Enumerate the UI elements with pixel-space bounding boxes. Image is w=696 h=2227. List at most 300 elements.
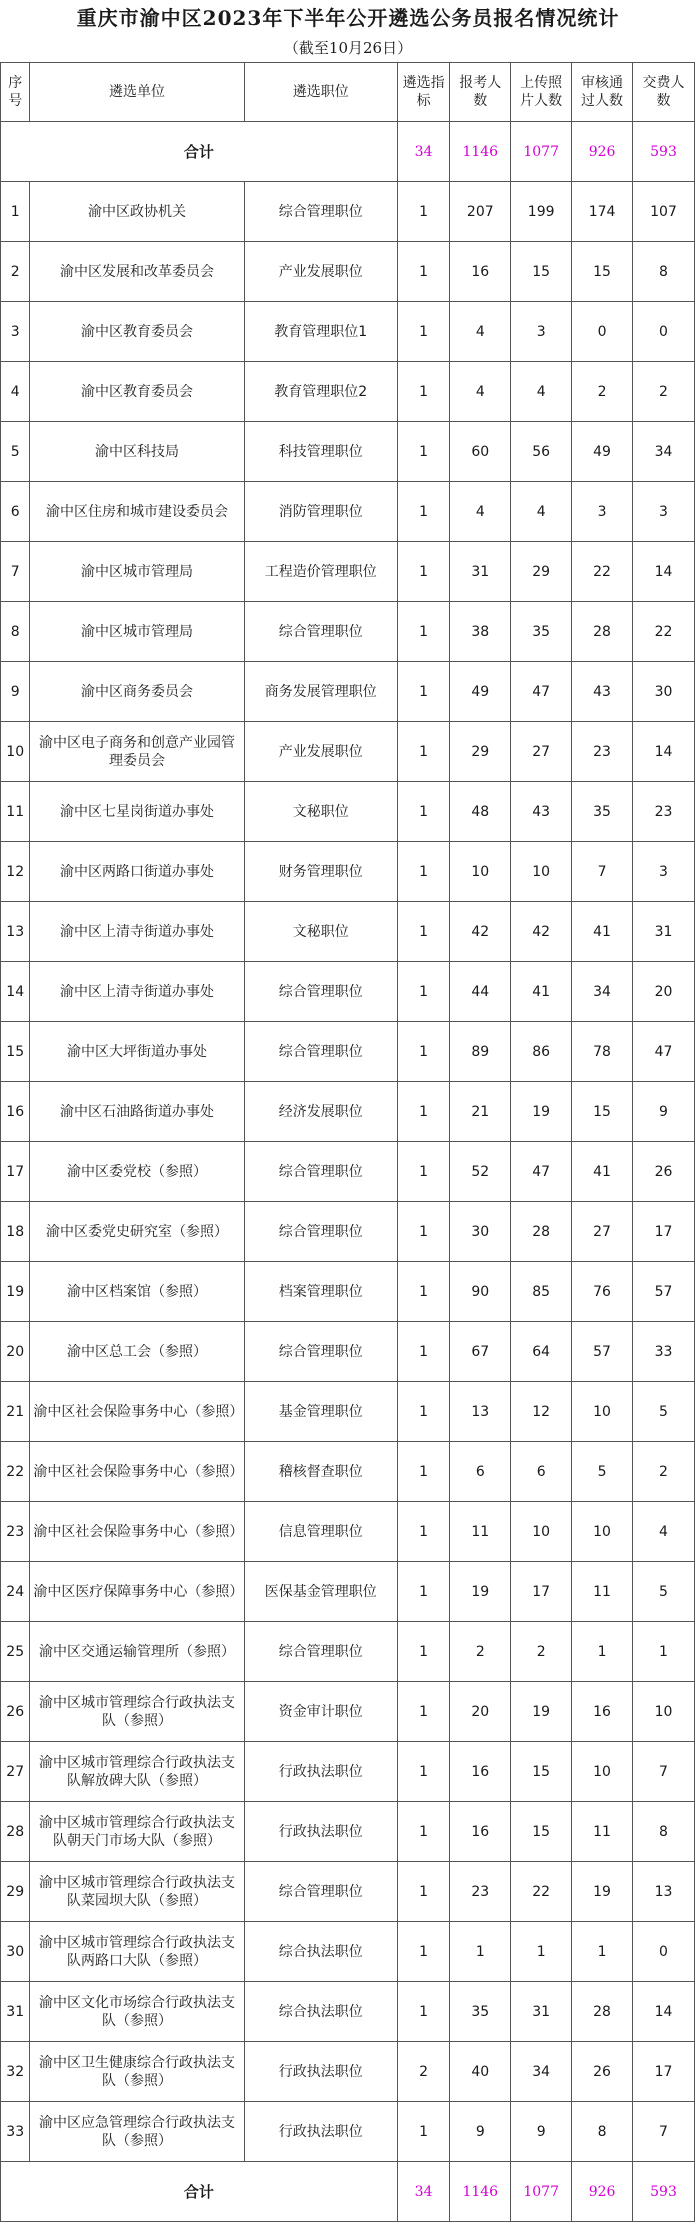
cell-pass: 28 (572, 602, 633, 662)
cell-unit: 渝中区总工会（参照） (30, 1322, 244, 1382)
table-row (1, 1982, 695, 2042)
cell-pass: 15 (572, 1082, 633, 1142)
cell-quota: 1 (397, 2102, 449, 2162)
table-row (1, 1082, 695, 1142)
cell-position: 综合管理职位 (244, 1622, 397, 1682)
cell-position: 商务发展管理职位 (244, 662, 397, 722)
cell-no: 28 (1, 1802, 30, 1862)
cell-apply: 11 (450, 1502, 511, 1562)
cell-quota: 1 (397, 1442, 449, 1502)
cell-paid: 0 (633, 302, 695, 362)
header-apply: 报考人数 (450, 63, 511, 122)
cell-apply: 48 (450, 782, 511, 842)
cell-paid: 1 (633, 1622, 695, 1682)
cell-quota: 1 (397, 1742, 449, 1802)
cell-photo: 15 (511, 1742, 572, 1802)
cell-pass: 41 (572, 902, 633, 962)
cell-quota: 1 (397, 242, 449, 302)
total-paid: 593 (633, 122, 695, 182)
cell-no: 10 (1, 722, 30, 782)
cell-apply: 42 (450, 902, 511, 962)
cell-unit: 渝中区政协机关 (30, 182, 244, 242)
cell-photo: 47 (511, 1142, 572, 1202)
cell-apply: 2 (450, 1622, 511, 1682)
cell-unit: 渝中区两路口街道办事处 (30, 842, 244, 902)
cell-no: 30 (1, 1922, 30, 1982)
cell-unit: 渝中区商务委员会 (30, 662, 244, 722)
cell-apply: 10 (450, 842, 511, 902)
cell-pass: 1 (572, 1622, 633, 1682)
cell-unit: 渝中区上清寺街道办事处 (30, 962, 244, 1022)
header-position: 遴选职位 (244, 63, 397, 122)
cell-quota: 2 (397, 2042, 449, 2102)
table-row (1, 182, 695, 242)
cell-pass: 35 (572, 782, 633, 842)
cell-unit: 渝中区上清寺街道办事处 (30, 902, 244, 962)
cell-quota: 1 (397, 1862, 449, 1922)
cell-unit: 渝中区城市管理综合行政执法支队解放碑大队（参照） (30, 1742, 244, 1802)
cell-photo: 41 (511, 962, 572, 1022)
cell-paid: 20 (633, 962, 695, 1022)
cell-quota: 1 (397, 1022, 449, 1082)
cell-quota: 1 (397, 1082, 449, 1142)
cell-photo: 10 (511, 842, 572, 902)
cell-position: 文秘职位 (244, 782, 397, 842)
cell-unit: 渝中区应急管理综合行政执法支队（参照） (30, 2102, 244, 2162)
cell-pass: 3 (572, 482, 633, 542)
cell-paid: 10 (633, 1682, 695, 1742)
cell-no: 1 (1, 182, 30, 242)
cell-pass: 5 (572, 1442, 633, 1502)
table-row (1, 2042, 695, 2102)
cell-no: 2 (1, 242, 30, 302)
table-row (1, 1862, 695, 1922)
cell-paid: 13 (633, 1862, 695, 1922)
cell-paid: 5 (633, 1562, 695, 1622)
total-row-bottom (1, 2162, 695, 2222)
cell-apply: 6 (450, 1442, 511, 1502)
cell-quota: 1 (397, 1202, 449, 1262)
header-photo: 上传照片人数 (511, 63, 572, 122)
cell-apply: 52 (450, 1142, 511, 1202)
header-row (1, 63, 695, 122)
cell-apply: 4 (450, 362, 511, 422)
cell-no: 5 (1, 422, 30, 482)
table-row (1, 1682, 695, 1742)
cell-paid: 9 (633, 1082, 695, 1142)
cell-quota: 1 (397, 1562, 449, 1622)
cell-apply: 21 (450, 1082, 511, 1142)
cell-apply: 31 (450, 542, 511, 602)
cell-unit: 渝中区文化市场综合行政执法支队（参照） (30, 1982, 244, 2042)
cell-no: 21 (1, 1382, 30, 1442)
cell-position: 行政执法职位 (244, 1802, 397, 1862)
cell-unit: 渝中区交通运输管理所（参照） (30, 1622, 244, 1682)
table-row (1, 302, 695, 362)
cell-quota: 1 (397, 1802, 449, 1862)
cell-apply: 20 (450, 1682, 511, 1742)
cell-apply: 30 (450, 1202, 511, 1262)
header-unit: 遴选单位 (30, 63, 244, 122)
cell-no: 24 (1, 1562, 30, 1622)
cell-photo: 42 (511, 902, 572, 962)
cell-no: 17 (1, 1142, 30, 1202)
cell-position: 资金审计职位 (244, 1682, 397, 1742)
table-row (1, 662, 695, 722)
cell-unit: 渝中区城市管理综合行政执法支队（参照） (30, 1682, 244, 1742)
cell-photo: 85 (511, 1262, 572, 1322)
cell-no: 23 (1, 1502, 30, 1562)
total-pass: 926 (572, 122, 633, 182)
cell-quota: 1 (397, 482, 449, 542)
cell-no: 7 (1, 542, 30, 602)
cell-position: 教育管理职位1 (244, 302, 397, 362)
cell-photo: 17 (511, 1562, 572, 1622)
cell-photo: 4 (511, 362, 572, 422)
cell-position: 档案管理职位 (244, 1262, 397, 1322)
cell-position: 消防管理职位 (244, 482, 397, 542)
cell-unit: 渝中区医疗保障事务中心（参照） (30, 1562, 244, 1622)
cell-position: 行政执法职位 (244, 2042, 397, 2102)
cell-photo: 9 (511, 2102, 572, 2162)
table-row (1, 1922, 695, 1982)
table-row (1, 1262, 695, 1322)
cell-paid: 30 (633, 662, 695, 722)
cell-apply: 29 (450, 722, 511, 782)
cell-quota: 1 (397, 1502, 449, 1562)
cell-paid: 8 (633, 242, 695, 302)
header-paid: 交费人数 (633, 63, 695, 122)
registration-table (0, 62, 695, 2222)
cell-quota: 1 (397, 1382, 449, 1442)
table-row (1, 1142, 695, 1202)
cell-unit: 渝中区档案馆（参照） (30, 1262, 244, 1322)
cell-paid: 0 (633, 1922, 695, 1982)
cell-position: 文秘职位 (244, 902, 397, 962)
cell-photo: 15 (511, 242, 572, 302)
cell-no: 12 (1, 842, 30, 902)
cell-unit: 渝中区城市管理综合行政执法支队菜园坝大队（参照） (30, 1862, 244, 1922)
table-row (1, 602, 695, 662)
cell-unit: 渝中区教育委员会 (30, 362, 244, 422)
cell-pass: 0 (572, 302, 633, 362)
cell-photo: 2 (511, 1622, 572, 1682)
cell-apply: 16 (450, 242, 511, 302)
cell-no: 31 (1, 1982, 30, 2042)
cell-photo: 12 (511, 1382, 572, 1442)
cell-quota: 1 (397, 842, 449, 902)
cell-photo: 19 (511, 1682, 572, 1742)
cell-unit: 渝中区城市管理综合行政执法支队两路口大队（参照） (30, 1922, 244, 1982)
cell-no: 27 (1, 1742, 30, 1802)
cell-no: 11 (1, 782, 30, 842)
cell-pass: 15 (572, 242, 633, 302)
table-row (1, 422, 695, 482)
cell-unit: 渝中区石油路街道办事处 (30, 1082, 244, 1142)
table-row (1, 542, 695, 602)
cell-photo: 43 (511, 782, 572, 842)
cell-apply: 67 (450, 1322, 511, 1382)
cell-apply: 1 (450, 1922, 511, 1982)
cell-no: 9 (1, 662, 30, 722)
cell-position: 经济发展职位 (244, 1082, 397, 1142)
table-row (1, 1502, 695, 1562)
cell-quota: 1 (397, 602, 449, 662)
cell-pass: 11 (572, 1802, 633, 1862)
cell-pass: 41 (572, 1142, 633, 1202)
cell-photo: 31 (511, 1982, 572, 2042)
cell-pass: 16 (572, 1682, 633, 1742)
cell-no: 3 (1, 302, 30, 362)
cell-unit: 渝中区发展和改革委员会 (30, 242, 244, 302)
cell-photo: 86 (511, 1022, 572, 1082)
cell-no: 22 (1, 1442, 30, 1502)
cell-no: 16 (1, 1082, 30, 1142)
cell-position: 综合执法职位 (244, 1922, 397, 1982)
cell-unit: 渝中区社会保险事务中心（参照） (30, 1382, 244, 1442)
cell-unit: 渝中区教育委员会 (30, 302, 244, 362)
cell-position: 行政执法职位 (244, 2102, 397, 2162)
table-row (1, 1202, 695, 1262)
page-subtitle: （截至10月26日） (283, 38, 413, 57)
cell-paid: 33 (633, 1322, 695, 1382)
cell-apply: 89 (450, 1022, 511, 1082)
cell-apply: 38 (450, 602, 511, 662)
cell-quota: 1 (397, 1922, 449, 1982)
cell-no: 18 (1, 1202, 30, 1262)
cell-quota: 1 (397, 1622, 449, 1682)
cell-position: 综合管理职位 (244, 1862, 397, 1922)
cell-unit: 渝中区科技局 (30, 422, 244, 482)
total-quota: 34 (397, 122, 449, 182)
cell-photo: 56 (511, 422, 572, 482)
cell-pass: 11 (572, 1562, 633, 1622)
cell-unit: 渝中区委党校（参照） (30, 1142, 244, 1202)
cell-quota: 1 (397, 662, 449, 722)
cell-pass: 49 (572, 422, 633, 482)
cell-paid: 17 (633, 1202, 695, 1262)
cell-position: 综合执法职位 (244, 1982, 397, 2042)
cell-unit: 渝中区社会保险事务中心（参照） (30, 1502, 244, 1562)
cell-paid: 2 (633, 362, 695, 422)
cell-no: 13 (1, 902, 30, 962)
table-row (1, 902, 695, 962)
cell-paid: 3 (633, 482, 695, 542)
total-apply: 1146 (450, 2162, 511, 2222)
cell-paid: 8 (633, 1802, 695, 1862)
cell-apply: 207 (450, 182, 511, 242)
cell-quota: 1 (397, 542, 449, 602)
cell-paid: 7 (633, 2102, 695, 2162)
cell-unit: 渝中区社会保险事务中心（参照） (30, 1442, 244, 1502)
cell-position: 医保基金管理职位 (244, 1562, 397, 1622)
cell-unit: 渝中区住房和城市建设委员会 (30, 482, 244, 542)
cell-no: 33 (1, 2102, 30, 2162)
table-row (1, 1322, 695, 1382)
header-quota: 遴选指标 (397, 63, 449, 122)
cell-position: 综合管理职位 (244, 1022, 397, 1082)
cell-pass: 174 (572, 182, 633, 242)
table-row (1, 962, 695, 1022)
cell-position: 综合管理职位 (244, 182, 397, 242)
cell-paid: 14 (633, 1982, 695, 2042)
cell-apply: 9 (450, 2102, 511, 2162)
cell-pass: 19 (572, 1862, 633, 1922)
table-row (1, 1442, 695, 1502)
table-row (1, 782, 695, 842)
total-paid: 593 (633, 2162, 695, 2222)
cell-position: 科技管理职位 (244, 422, 397, 482)
cell-pass: 43 (572, 662, 633, 722)
cell-unit: 渝中区城市管理局 (30, 542, 244, 602)
total-photo: 1077 (511, 2162, 572, 2222)
cell-apply: 19 (450, 1562, 511, 1622)
table-row (1, 1742, 695, 1802)
cell-apply: 40 (450, 2042, 511, 2102)
cell-quota: 1 (397, 722, 449, 782)
table-row (1, 1622, 695, 1682)
cell-apply: 35 (450, 1982, 511, 2042)
table-row (1, 2102, 695, 2162)
cell-paid: 14 (633, 722, 695, 782)
cell-quota: 1 (397, 1982, 449, 2042)
cell-position: 综合管理职位 (244, 962, 397, 1022)
cell-photo: 35 (511, 602, 572, 662)
cell-quota: 1 (397, 182, 449, 242)
cell-quota: 1 (397, 422, 449, 482)
cell-position: 工程造价管理职位 (244, 542, 397, 602)
cell-position: 信息管理职位 (244, 1502, 397, 1562)
table-row (1, 1802, 695, 1862)
cell-paid: 26 (633, 1142, 695, 1202)
cell-pass: 1 (572, 1922, 633, 1982)
table-row (1, 362, 695, 422)
cell-photo: 34 (511, 2042, 572, 2102)
cell-photo: 6 (511, 1442, 572, 1502)
cell-apply: 60 (450, 422, 511, 482)
cell-pass: 76 (572, 1262, 633, 1322)
cell-pass: 22 (572, 542, 633, 602)
table-row (1, 1562, 695, 1622)
cell-paid: 57 (633, 1262, 695, 1322)
cell-apply: 13 (450, 1382, 511, 1442)
cell-unit: 渝中区七星岗街道办事处 (30, 782, 244, 842)
cell-photo: 29 (511, 542, 572, 602)
cell-position: 综合管理职位 (244, 1322, 397, 1382)
cell-pass: 23 (572, 722, 633, 782)
cell-unit: 渝中区城市管理综合行政执法支队朝天门市场大队（参照） (30, 1802, 244, 1862)
cell-apply: 90 (450, 1262, 511, 1322)
cell-paid: 4 (633, 1502, 695, 1562)
total-label: 合计 (1, 2162, 398, 2222)
cell-photo: 15 (511, 1802, 572, 1862)
cell-quota: 1 (397, 782, 449, 842)
cell-apply: 16 (450, 1802, 511, 1862)
cell-paid: 7 (633, 1742, 695, 1802)
cell-unit: 渝中区卫生健康综合行政执法支队（参照） (30, 2042, 244, 2102)
cell-pass: 34 (572, 962, 633, 1022)
cell-quota: 1 (397, 962, 449, 1022)
cell-paid: 5 (633, 1382, 695, 1442)
cell-pass: 26 (572, 2042, 633, 2102)
cell-pass: 2 (572, 362, 633, 422)
cell-pass: 10 (572, 1742, 633, 1802)
cell-apply: 16 (450, 1742, 511, 1802)
cell-no: 26 (1, 1682, 30, 1742)
cell-photo: 3 (511, 302, 572, 362)
cell-pass: 10 (572, 1382, 633, 1442)
cell-pass: 57 (572, 1322, 633, 1382)
total-photo: 1077 (511, 122, 572, 182)
cell-photo: 10 (511, 1502, 572, 1562)
cell-paid: 3 (633, 842, 695, 902)
cell-photo: 22 (511, 1862, 572, 1922)
header-no: 序号 (1, 63, 30, 122)
cell-no: 29 (1, 1862, 30, 1922)
cell-position: 综合管理职位 (244, 1202, 397, 1262)
cell-photo: 64 (511, 1322, 572, 1382)
cell-unit: 渝中区城市管理局 (30, 602, 244, 662)
cell-position: 产业发展职位 (244, 242, 397, 302)
table-row (1, 1382, 695, 1442)
cell-paid: 47 (633, 1022, 695, 1082)
cell-quota: 1 (397, 902, 449, 962)
total-pass: 926 (572, 2162, 633, 2222)
cell-photo: 28 (511, 1202, 572, 1262)
cell-apply: 49 (450, 662, 511, 722)
cell-apply: 44 (450, 962, 511, 1022)
cell-no: 20 (1, 1322, 30, 1382)
cell-quota: 1 (397, 1682, 449, 1742)
cell-position: 产业发展职位 (244, 722, 397, 782)
cell-photo: 199 (511, 182, 572, 242)
cell-apply: 23 (450, 1862, 511, 1922)
cell-quota: 1 (397, 1142, 449, 1202)
table-row (1, 1022, 695, 1082)
cell-unit: 渝中区委党史研究室（参照） (30, 1202, 244, 1262)
cell-no: 19 (1, 1262, 30, 1322)
cell-no: 4 (1, 362, 30, 422)
cell-apply: 4 (450, 482, 511, 542)
cell-no: 8 (1, 602, 30, 662)
cell-paid: 34 (633, 422, 695, 482)
cell-no: 6 (1, 482, 30, 542)
cell-position: 行政执法职位 (244, 1742, 397, 1802)
cell-quota: 1 (397, 1322, 449, 1382)
cell-no: 14 (1, 962, 30, 1022)
table-row (1, 242, 695, 302)
cell-paid: 23 (633, 782, 695, 842)
total-label: 合计 (1, 122, 398, 182)
cell-photo: 19 (511, 1082, 572, 1142)
cell-no: 32 (1, 2042, 30, 2102)
cell-photo: 1 (511, 1922, 572, 1982)
cell-paid: 14 (633, 542, 695, 602)
cell-paid: 31 (633, 902, 695, 962)
cell-pass: 78 (572, 1022, 633, 1082)
cell-pass: 10 (572, 1502, 633, 1562)
cell-quota: 1 (397, 302, 449, 362)
cell-pass: 8 (572, 2102, 633, 2162)
cell-position: 综合管理职位 (244, 602, 397, 662)
table-row (1, 482, 695, 542)
total-apply: 1146 (450, 122, 511, 182)
cell-paid: 2 (633, 1442, 695, 1502)
page-title: 重庆市渝中区2023年下半年公开遴选公务员报名情况统计 (76, 5, 620, 30)
cell-position: 基金管理职位 (244, 1382, 397, 1442)
cell-pass: 27 (572, 1202, 633, 1262)
cell-pass: 7 (572, 842, 633, 902)
